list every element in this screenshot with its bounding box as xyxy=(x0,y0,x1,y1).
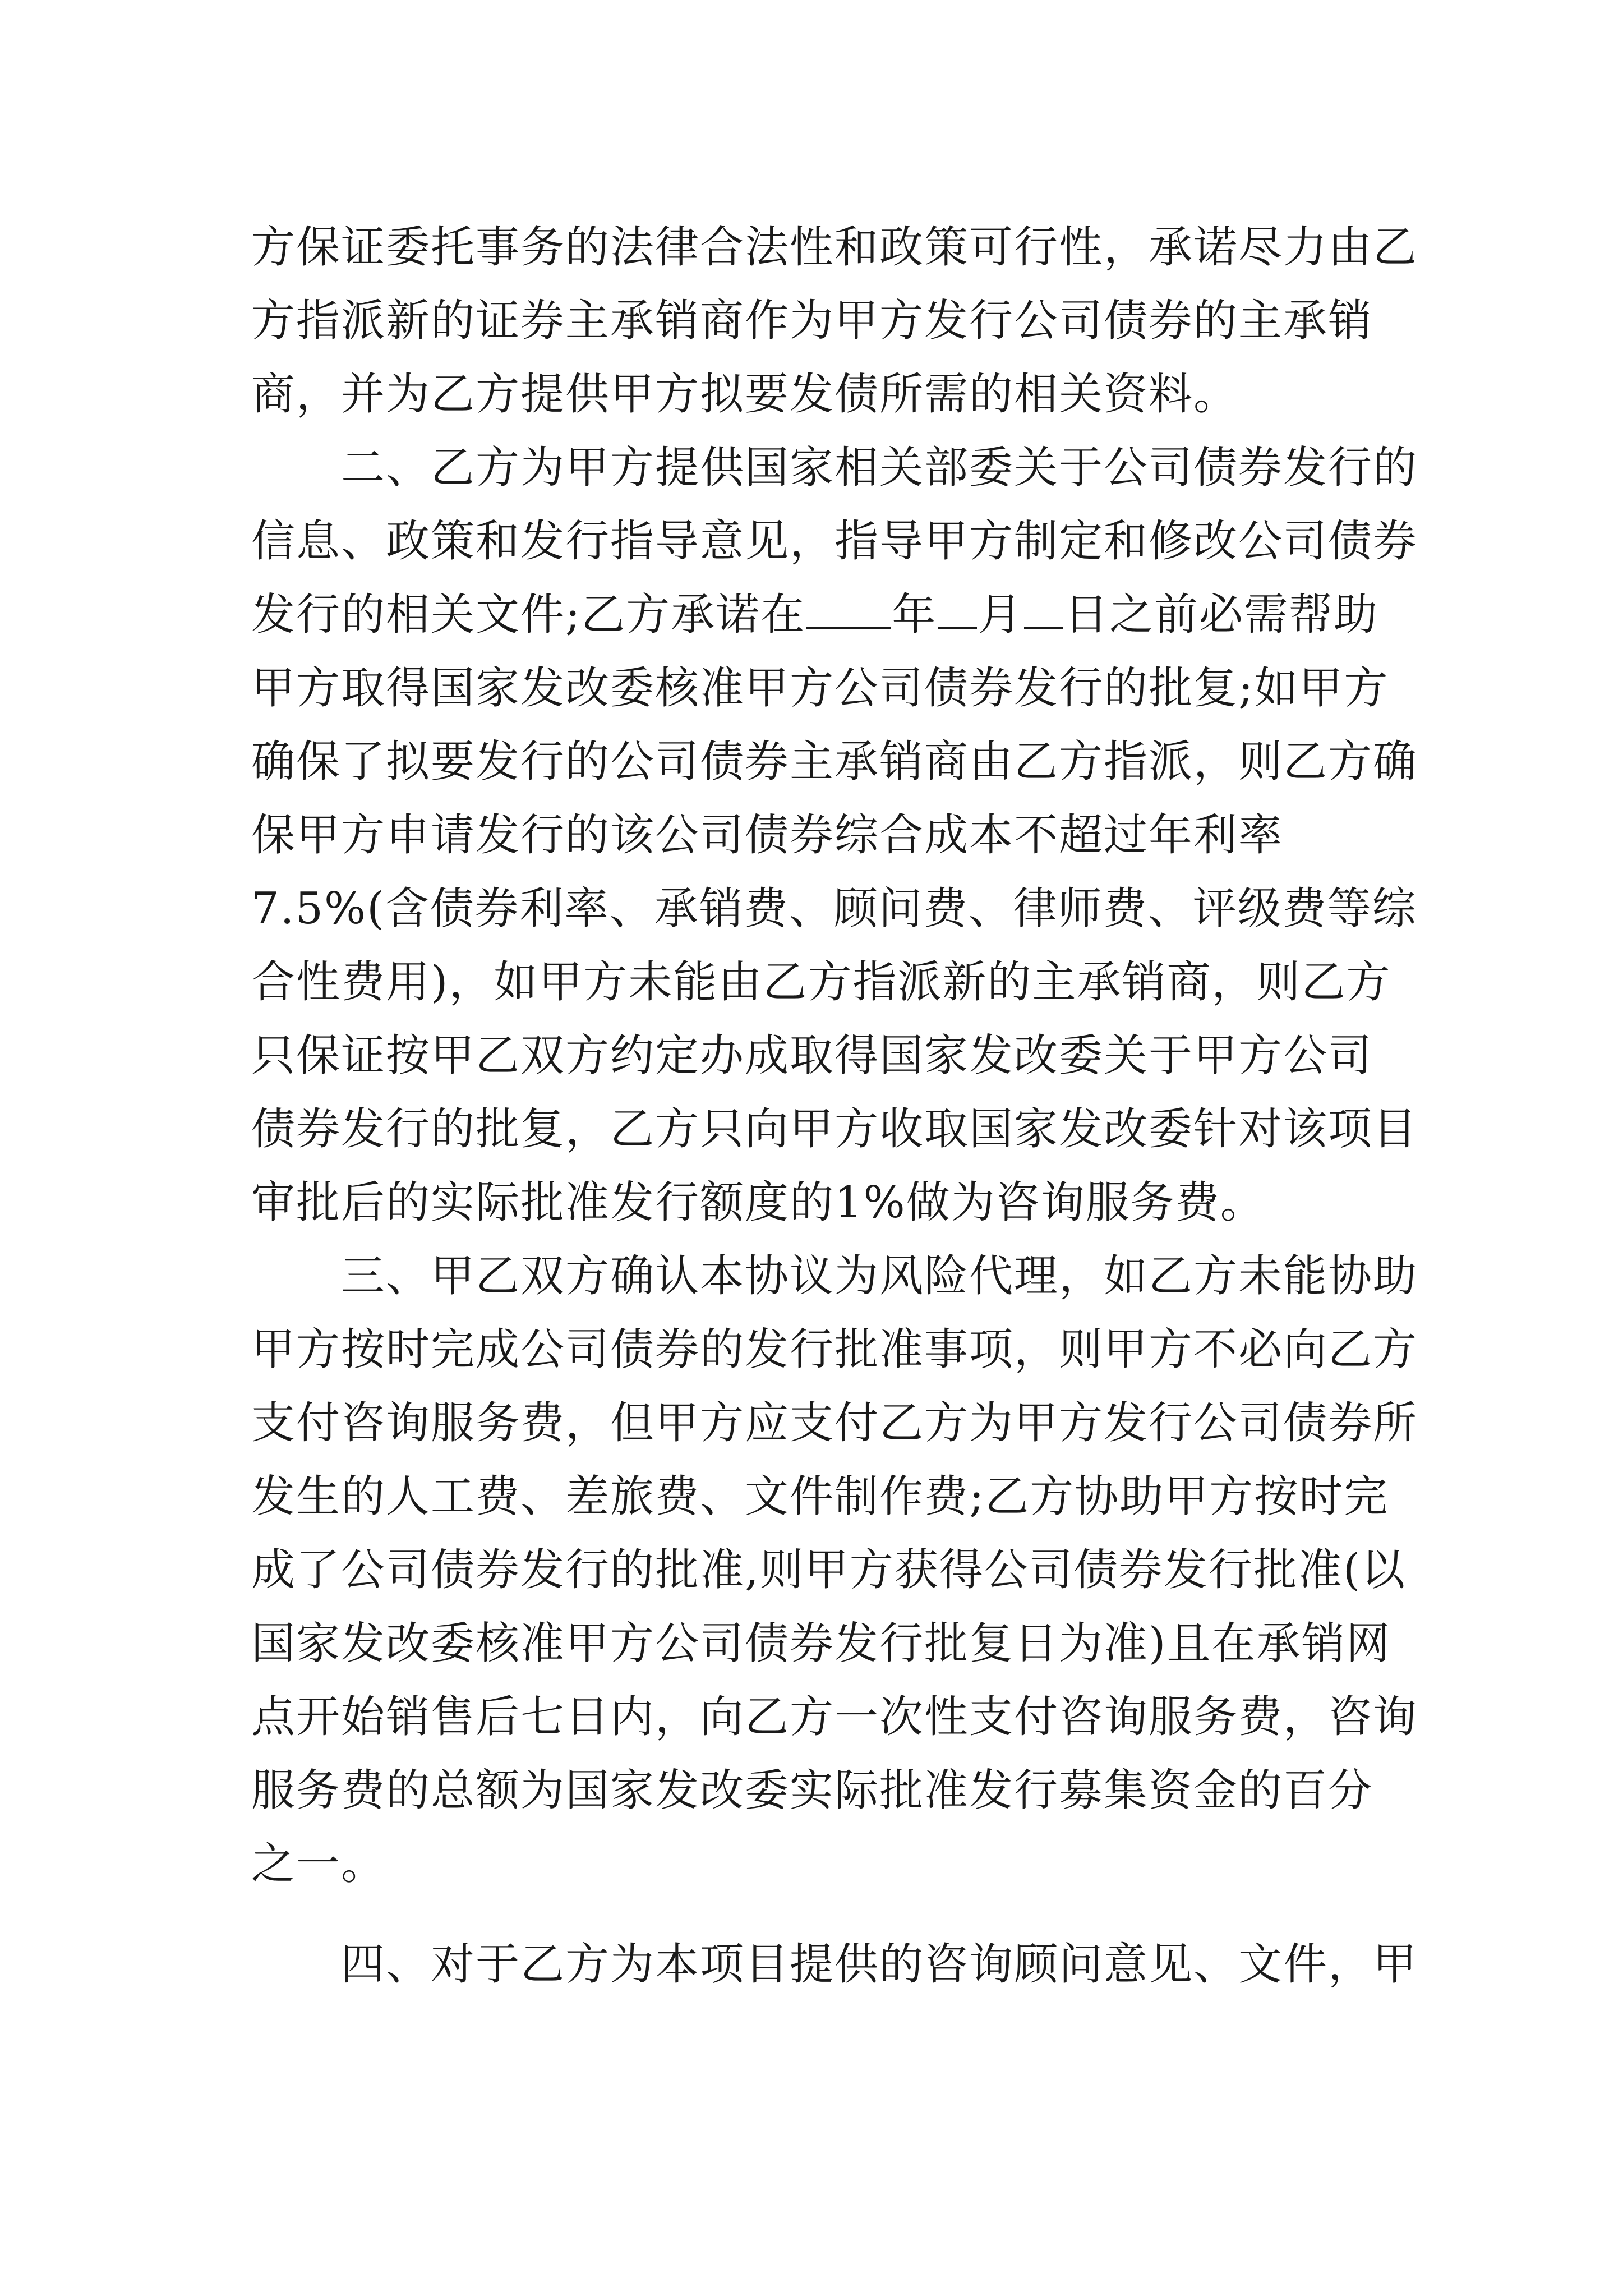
text-line: 信息、政策和发行指导意见，指导甲方制定和修改公司债券 xyxy=(251,516,1418,567)
text-line: 三、甲乙双方确认本协议为风险代理，如乙方未能协助 xyxy=(341,1250,1418,1301)
paragraph-3-line xyxy=(251,1823,1378,1897)
paragraph-3-line xyxy=(251,1309,1418,1382)
text-line: 点开始销售后七日内，向乙方一次性支付咨询服务费，咨询 xyxy=(251,1691,1418,1742)
text-line: 之一。 xyxy=(251,1838,386,1889)
paragraph-3-first-line xyxy=(251,1235,1418,1309)
paragraph-1-line xyxy=(251,280,1378,353)
text-line: 合性费用)，如甲方未能由乙方指派新的主承销商，则乙方 xyxy=(251,956,1391,1007)
paragraph-2-line xyxy=(251,1088,1418,1162)
month-blank xyxy=(938,593,977,629)
paragraph-1-line xyxy=(251,353,1378,427)
text-line: 二、乙方为甲方提供国家相关部委关于公司债券发行的 xyxy=(341,442,1418,493)
paragraph-2-line xyxy=(251,1162,1378,1235)
text-line: 商，并为乙方提供甲方拟要发债所需的相关资料。 xyxy=(251,369,1239,420)
text-line: 审批后的实际批准发行额度的1%做为咨询服务费。 xyxy=(251,1177,1265,1228)
text-segment: 日之前必需帮助 xyxy=(1064,589,1378,640)
text-line: 服务费的总额为国家发改委实际批准发行募集资金的百分 xyxy=(251,1765,1373,1816)
text-line: 支付咨询服务费，但甲方应支付乙方为甲方发行公司债券所 xyxy=(251,1397,1418,1448)
text-line: 确保了拟要发行的公司债券主承销商由乙方指派，则乙方确 xyxy=(251,736,1418,787)
text-line: 只保证按甲乙双方约定办成取得国家发改委关于甲方公司 xyxy=(251,1030,1373,1081)
paragraph-2-date-line xyxy=(251,574,1378,647)
paragraph-2-line xyxy=(251,721,1418,794)
text-line: 7.5%(含债券利率、承销费、顾问费、律师费、评级费等综 xyxy=(251,883,1417,934)
paragraph-4-first-line xyxy=(251,1924,1418,1997)
year-blank xyxy=(806,593,891,629)
text-line: 保甲方申请发行的该公司债券综合成本不超过年利率 xyxy=(251,809,1284,861)
paragraph-3-line xyxy=(251,1529,1407,1603)
text-line: 债券发行的批复，乙方只向甲方收取国家发改委针对该项目 xyxy=(251,1103,1418,1154)
text-line: 甲方取得国家发改委核准甲方公司债券发行的批复;如甲方 xyxy=(251,662,1389,714)
paragraph-spacer xyxy=(251,1897,1378,1924)
paragraph-3-line xyxy=(251,1750,1378,1823)
text-line: 方指派新的证券主承销商作为甲方发行公司债券的主承销 xyxy=(251,295,1373,346)
document-body xyxy=(251,206,1418,1997)
paragraph-2-line xyxy=(251,647,1389,721)
paragraph-2-line xyxy=(251,500,1418,574)
paragraph-1-line xyxy=(251,206,1418,280)
text-line: 成了公司债券发行的批准,则甲方获得公司债券发行批准(以 xyxy=(251,1544,1407,1595)
text-segment: 月 xyxy=(978,589,1023,640)
paragraph-3-line xyxy=(251,1676,1418,1750)
text-line: 国家发改委核准甲方公司债券发行批复日为准)且在承销网 xyxy=(251,1618,1391,1669)
paragraph-2-line xyxy=(251,868,1417,941)
text-line: 甲方按时完成公司债券的发行批准事项，则甲方不必向乙方 xyxy=(251,1324,1418,1375)
text-line: 四、对于乙方为本项目提供的咨询顾问意见、文件，甲 xyxy=(341,1939,1418,1990)
paragraph-3-line xyxy=(251,1603,1391,1676)
paragraph-2-line xyxy=(251,941,1391,1015)
paragraph-2-first-line xyxy=(251,427,1418,500)
text-segment: 发行的相关文件;乙方承诺在 xyxy=(251,589,806,640)
paragraph-3-line xyxy=(251,1382,1418,1456)
day-blank xyxy=(1024,593,1063,629)
text-line: 方保证委托事务的法律合法性和政策可行性，承诺尽力由乙 xyxy=(251,222,1418,273)
paragraph-2-line xyxy=(251,1015,1378,1088)
text-segment: 年 xyxy=(892,589,937,640)
paragraph-3-line xyxy=(251,1456,1389,1529)
text-line: 发生的人工费、差旅费、文件制作费;乙方协助甲方按时完 xyxy=(251,1471,1389,1522)
paragraph-2-line xyxy=(251,794,1378,868)
